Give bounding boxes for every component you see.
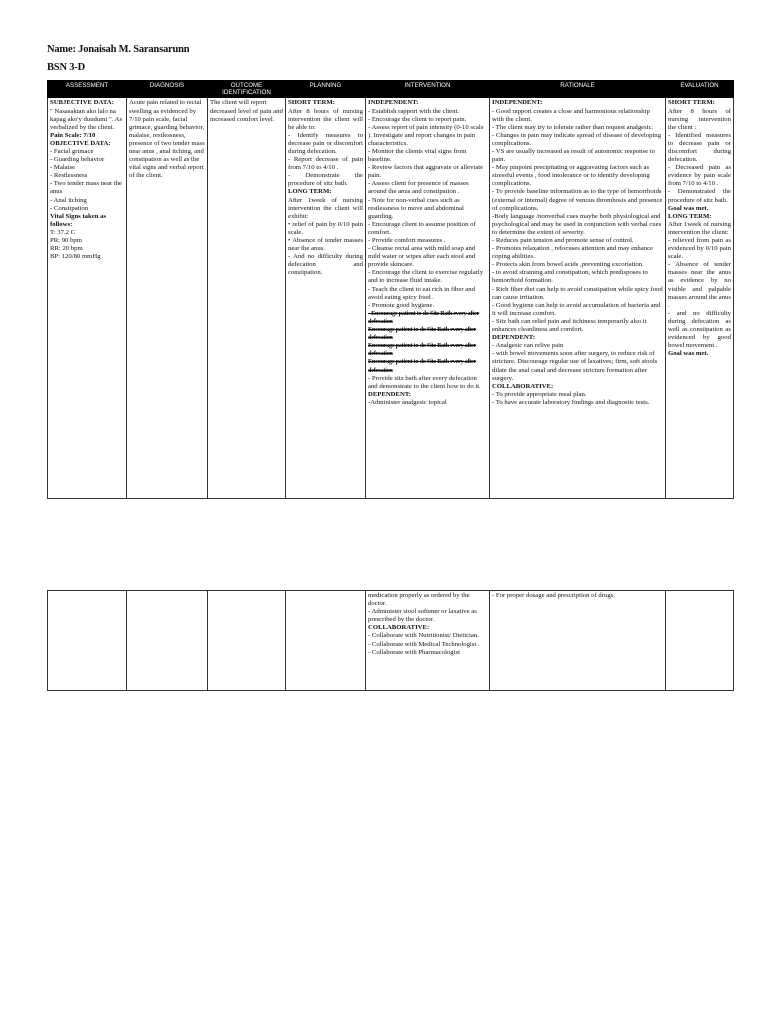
planning-cell — [286, 98, 366, 499]
cell-line: - Absence of tender masses near the anus as evidence by no visible and palpable masses around the anus . — [668, 261, 731, 309]
cell-line: - Protects skin from bowel acids ,preventing excoriation. — [492, 261, 644, 269]
cell-line: Acute pain related to rectal swelling as evidenced by 7/10 pain scale, facial grimace, guarding behavior, malaise, restlessness, presence of two tender mass near anus , anal itching, and constipation as well as the vital signs and verbal report of the client. — [129, 99, 205, 180]
section-heading: Pain Scale: 7/10 — [50, 131, 96, 139]
cell-line: - Malaise — [50, 164, 76, 172]
cell-line: - Promotes relaxation , refocuses attention and may enhance coping abilities. — [492, 245, 653, 261]
cell-line: - Constipation — [50, 204, 89, 212]
cell-line: • relief of pain by 0/10 pain scale. — [288, 220, 363, 236]
cell-line: After 8 hours of nursing intervention the client : — [668, 107, 731, 131]
cell-line: - Rich fiber diet can help to avoid constipation while spicy food can cause irritation. — [492, 285, 663, 301]
cell-line: - Assess client for presence of masses around the anus and constipation . — [368, 180, 469, 196]
student-name: Name: Jonaisah M. Saransarunn — [47, 44, 190, 55]
cell-line: - Encourage patient to do Sitz Bath every after defecation — [368, 309, 480, 325]
cell-line: BP: 120/80 mmHg — [50, 253, 101, 261]
cell-line: - Establish rapport with the client. — [368, 107, 460, 115]
col-planning: PLANNING — [286, 81, 366, 98]
cell-line: After 8 hours of nursing intervention the client will be able to: — [288, 107, 363, 131]
cell-line: - Teach the client to eat rich in fiber and avoid eating spicy food . — [368, 285, 475, 301]
cell-line: - Assess report of pain intensity (0-10 scale ). Investigate and report changes in pain characteristics. — [368, 123, 484, 147]
cell-line: - Demonstrated the procedure of sitz bath. — [668, 188, 731, 204]
cell-line: - Two tender mass near the anus — [50, 180, 123, 196]
table-row — [48, 591, 734, 691]
cell-line: - Encourage the client to exercise regularly and to increase fluid intake. — [368, 269, 484, 285]
cell-line: - To provide appropriate meal plan. — [492, 390, 587, 398]
cell-line: - Identified measures to decrease pain or discomfort during defecation. — [668, 131, 731, 164]
section-heading: SUBJECTIVE DATA: — [50, 99, 114, 107]
cell-line: - Facial grimace — [50, 147, 94, 155]
outcome-cell-empty — [208, 591, 286, 691]
course-section: BSN 3-D — [47, 62, 85, 73]
cell-line: -Administer analgesic topical — [368, 398, 447, 406]
assessment-cell-empty — [48, 591, 127, 691]
cell-line: Encourage patient to do Sitz Bath every after defecation — [368, 342, 477, 358]
intervention-cell — [366, 98, 490, 499]
cell-line: After 1week of nursing intervention the client: — [668, 220, 731, 236]
cell-line: - Reduces pain tension and promote sense of control. — [492, 237, 634, 244]
cell-line: - Collaborate with Medical Technologist . — [368, 640, 480, 648]
assessment-cell — [48, 98, 127, 499]
section-heading: Goal was met. — [668, 350, 709, 358]
col-diagnosis: DIAGNOSIS — [127, 81, 208, 98]
cell-line: RR: 20 bpm — [50, 245, 83, 253]
section-heading: SHORT TERM: — [288, 99, 335, 107]
cell-line: - To have accurate laboratory findings and diagnostic tests. — [492, 398, 650, 406]
diagnosis-cell — [127, 98, 208, 499]
cell-line: - Demonstrate the procedure of sitz bath. — [288, 172, 363, 188]
cell-line: - Provide sitz bath after every defecation and demonstrate to the client how to do it. — [368, 374, 481, 390]
cell-line: - Changes in pain may indicate spread of disease of developing complications. — [492, 131, 661, 147]
section-heading: LONG TERM: — [288, 188, 332, 196]
section-heading: Vital Signs taken as follows: — [50, 212, 107, 228]
cell-line: - VS are usually increased as result of autonomic response to pain. — [492, 147, 655, 164]
col-intervention: INTERVENTION — [366, 81, 490, 98]
evaluation-cell — [666, 98, 734, 499]
cell-line: - Restlessness — [50, 172, 88, 180]
cell-line: - and no difficulty during defecation as well as constipation as evidenced by good bowel movement . — [668, 309, 731, 350]
col-evaluation: EVALUATION — [666, 81, 734, 98]
section-heading: COLLABORATIVE: — [492, 382, 554, 390]
diagnosis-cell-empty — [127, 591, 208, 691]
cell-line: - Guarding behavior — [50, 156, 105, 164]
section-heading: INDEPENDENT: — [492, 99, 543, 107]
cell-line: PR: 90 bpm — [50, 237, 82, 244]
section-heading: OBJECTIVE DATA: — [50, 139, 111, 147]
header-row — [48, 81, 734, 98]
rationale-cell — [490, 98, 666, 499]
cell-line: - Cleanse rectal area with mild soap and mild water or wipes after each stool and provide skincare. — [368, 245, 476, 269]
cell-line: medication properly as ordered by the doctor. — [368, 592, 470, 608]
cell-line: - to avoid straining and constipation, which predisposes to hemorrhoid formation. — [492, 269, 648, 285]
section-heading: DEPENDENT: — [368, 390, 411, 398]
cell-line: - relieved from pain as evidenced by 0/10 pain scale. — [668, 237, 731, 261]
cell-line: - Anal itching — [50, 196, 87, 204]
nursing-care-plan-table-continued — [47, 590, 734, 691]
section-heading: LONG TERM: — [668, 212, 712, 220]
cell-line: - And no difficulty during defecation and constipation. — [288, 253, 363, 277]
cell-line: - Collaborate with Pharmacologist — [368, 648, 460, 656]
col-outcome-identification: OUTCOME IDENTIFICATION — [208, 81, 286, 98]
cell-line: - Report decrease of pain from 7/10 to 4/10 . — [288, 156, 363, 172]
outcome-cell — [208, 98, 286, 499]
cell-line: - Encourage the client to report pain. — [368, 115, 467, 123]
cell-line: - May pinpoint precipitating or aggravating factors such as stressful events , food intolerance or to identify developing complications. — [492, 164, 650, 188]
cell-line: - Analgesic can relive pain — [492, 342, 564, 350]
cell-line: T: 37.2 C — [50, 228, 76, 236]
section-heading: SHORT TERM: — [668, 99, 715, 107]
rationale-cell — [490, 591, 666, 691]
cell-line: - Monitor the clients vital signs from baseline. — [368, 147, 467, 164]
cell-line: - Collaborate with Nutritionist/ Dietician. — [368, 632, 479, 640]
cell-line: - Promote good hygiene. — [368, 301, 435, 309]
cell-line: Encourage patient to do Sitz Bath every after defecation — [368, 326, 477, 342]
intervention-cell — [366, 591, 490, 691]
col-assessment: ASSESSMENT — [48, 81, 127, 98]
cell-line: - Decreased pain as evidence by pain scale from 7/10 to 4/10 . — [668, 164, 731, 188]
section-heading: INDEPENDENT: — [368, 99, 419, 107]
section-heading: DEPENDENT: — [492, 334, 535, 342]
cell-line: -Body language /nonverbal cues maybe both physiological and psychological and may be used in conjunction with verbal cues to determine the extent of severity. — [492, 212, 662, 236]
planning-cell-empty — [286, 591, 366, 691]
section-heading: Goal was met. — [668, 204, 709, 212]
cell-line: Encourage patient to do Sitz Bath every after defecation — [368, 358, 477, 374]
col-rationale: RATIONALE — [490, 81, 666, 98]
cell-line: The client will report decreased level of pain and increased comfort level. — [210, 99, 283, 123]
cell-line: After 1week of nursing intervention the client will exhibit: — [288, 196, 363, 220]
cell-line: - Note for non-verbal cues such as restlessness to move and abdominal guarding. — [368, 196, 464, 220]
cell-line: • Absence of tender masses near the anus. — [288, 237, 363, 253]
cell-line: " Nasasaktan ako lalo na kapag ako'y duudumi ". As verbalized by the client. — [50, 107, 123, 131]
cell-line: - The client may try to tolerate rather than request analgesic. — [492, 123, 654, 131]
table-row — [48, 98, 734, 499]
evaluation-cell-empty — [666, 591, 734, 691]
cell-line: - Provide comfort measures . — [368, 237, 446, 244]
cell-line: - Administer stool softener or laxative as prescribed by the doctor. — [368, 608, 477, 624]
section-heading: COLLABORATIVE: — [368, 624, 430, 632]
cell-line: - Encourage client to assume position of comfort. — [368, 220, 476, 236]
cell-line: - To provide baseline information as to the type of hemorrhoids (external or internal) degree of venous thrombosis and presence of complications. — [492, 188, 663, 212]
cell-line: - For proper dosage and prescription of drugs. — [492, 592, 615, 599]
cell-line: - with bowel movements soon after surgery, to reduce risk of stricture. Discourage regular use of laxatives; firm, soft stools dilate the anal canal and decrease stricture formation after surgery. — [492, 350, 658, 382]
cell-line: - Identify measures to decrease pain or discomfort during defecation. — [288, 131, 363, 155]
cell-line: - Sitz bath can relief pain and itchiness temporarily also it enhances cleanliness and comfort. — [492, 317, 647, 334]
cell-line: - Good hygiene can help to avoid accumulation of bacteria and it will increase comfort. — [492, 301, 661, 317]
cell-line: - Review factors that aggravate or alleviate pain. — [368, 164, 484, 180]
nursing-care-plan-table — [47, 80, 734, 499]
cell-line: - Good rapport creates a close and harmonious relationship with the client. — [492, 107, 650, 123]
